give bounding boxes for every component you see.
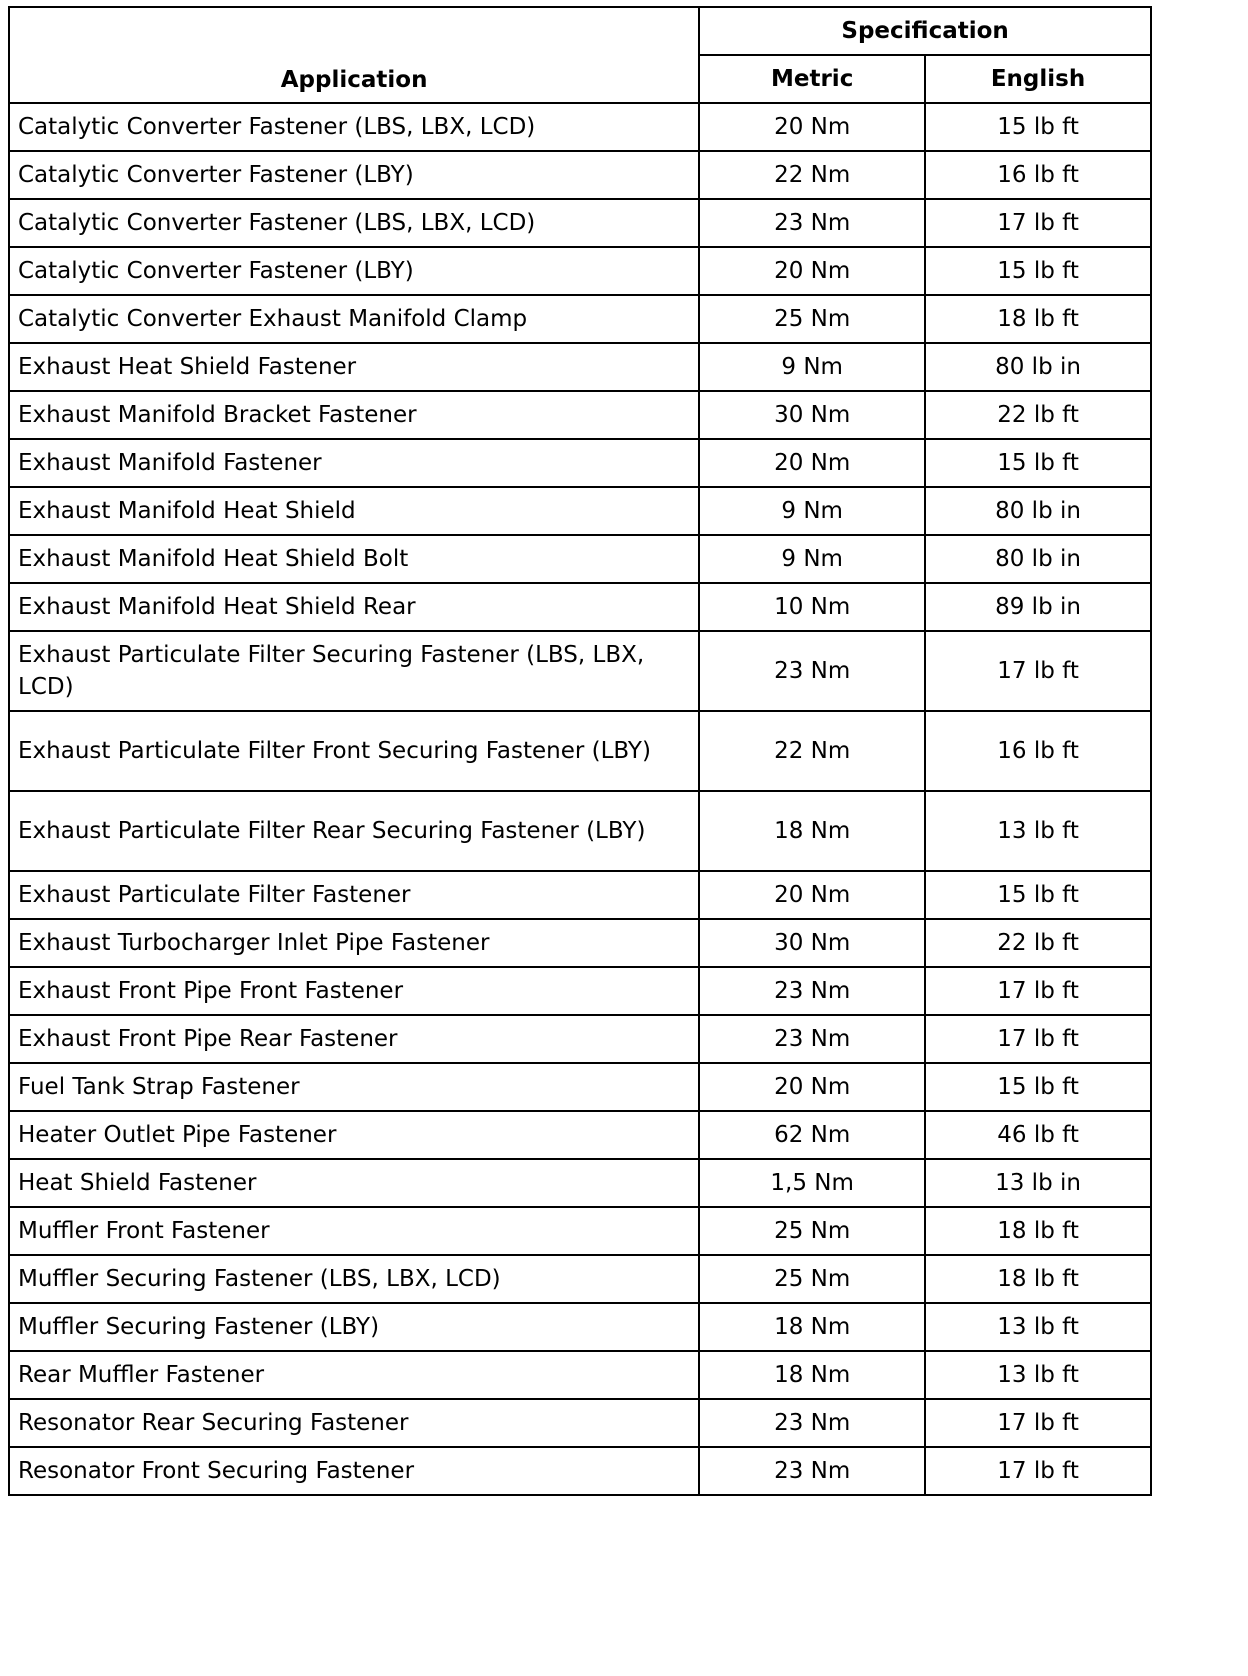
metric-cell: 23 Nm bbox=[699, 967, 925, 1015]
application-cell: Catalytic Converter Fastener (LBS, LBX, LCD) bbox=[9, 103, 699, 151]
english-cell: 89 lb in bbox=[925, 583, 1151, 631]
table-row bbox=[9, 631, 1151, 711]
metric-cell: 20 Nm bbox=[699, 871, 925, 919]
application-cell: Rear Muffler Fastener bbox=[9, 1351, 699, 1399]
english-cell: 15 lb ft bbox=[925, 439, 1151, 487]
table-row bbox=[9, 1015, 1151, 1063]
application-cell: Catalytic Converter Exhaust Manifold Clamp bbox=[9, 295, 699, 343]
english-cell: 13 lb ft bbox=[925, 1303, 1151, 1351]
application-cell: Resonator Front Securing Fastener bbox=[9, 1447, 699, 1495]
header-metric: Metric bbox=[699, 55, 925, 103]
application-cell: Muffler Securing Fastener (LBY) bbox=[9, 1303, 699, 1351]
application-cell: Exhaust Front Pipe Front Fastener bbox=[9, 967, 699, 1015]
table-row bbox=[9, 1207, 1151, 1255]
application-cell: Catalytic Converter Fastener (LBY) bbox=[9, 151, 699, 199]
english-cell: 17 lb ft bbox=[925, 1015, 1151, 1063]
table-row bbox=[9, 535, 1151, 583]
english-cell: 17 lb ft bbox=[925, 967, 1151, 1015]
table-row bbox=[9, 295, 1151, 343]
english-cell: 22 lb ft bbox=[925, 391, 1151, 439]
table-row bbox=[9, 1063, 1151, 1111]
application-cell: Exhaust Particulate Filter Rear Securing Fastener (LBY) bbox=[9, 791, 699, 871]
application-cell: Exhaust Particulate Filter Fastener bbox=[9, 871, 699, 919]
metric-cell: 25 Nm bbox=[699, 295, 925, 343]
metric-cell: 23 Nm bbox=[699, 1399, 925, 1447]
table-body bbox=[9, 103, 1151, 1495]
table-row bbox=[9, 871, 1151, 919]
english-cell: 18 lb ft bbox=[925, 1207, 1151, 1255]
metric-cell: 25 Nm bbox=[699, 1207, 925, 1255]
application-cell: Exhaust Particulate Filter Front Securing Fastener (LBY) bbox=[9, 711, 699, 791]
english-cell: 22 lb ft bbox=[925, 919, 1151, 967]
metric-cell: 18 Nm bbox=[699, 1303, 925, 1351]
table-row bbox=[9, 919, 1151, 967]
table-row bbox=[9, 1399, 1151, 1447]
metric-cell: 9 Nm bbox=[699, 535, 925, 583]
english-cell: 17 lb ft bbox=[925, 631, 1151, 711]
metric-cell: 23 Nm bbox=[699, 1015, 925, 1063]
application-cell: Exhaust Manifold Heat Shield bbox=[9, 487, 699, 535]
metric-cell: 18 Nm bbox=[699, 791, 925, 871]
application-cell: Heat Shield Fastener bbox=[9, 1159, 699, 1207]
application-cell: Exhaust Manifold Bracket Fastener bbox=[9, 391, 699, 439]
english-cell: 13 lb in bbox=[925, 1159, 1151, 1207]
metric-cell: 23 Nm bbox=[699, 1447, 925, 1495]
table-row bbox=[9, 151, 1151, 199]
table-row bbox=[9, 199, 1151, 247]
application-cell: Catalytic Converter Fastener (LBY) bbox=[9, 247, 699, 295]
table-row bbox=[9, 1351, 1151, 1399]
application-cell: Heater Outlet Pipe Fastener bbox=[9, 1111, 699, 1159]
metric-cell: 30 Nm bbox=[699, 391, 925, 439]
table-row bbox=[9, 967, 1151, 1015]
english-cell: 80 lb in bbox=[925, 535, 1151, 583]
english-cell: 15 lb ft bbox=[925, 247, 1151, 295]
english-cell: 16 lb ft bbox=[925, 151, 1151, 199]
application-cell: Muffler Securing Fastener (LBS, LBX, LCD) bbox=[9, 1255, 699, 1303]
table-row bbox=[9, 1447, 1151, 1495]
metric-cell: 20 Nm bbox=[699, 439, 925, 487]
metric-cell: 9 Nm bbox=[699, 343, 925, 391]
metric-cell: 10 Nm bbox=[699, 583, 925, 631]
english-cell: 17 lb ft bbox=[925, 199, 1151, 247]
english-cell: 13 lb ft bbox=[925, 791, 1151, 871]
english-cell: 15 lb ft bbox=[925, 103, 1151, 151]
table-row bbox=[9, 391, 1151, 439]
english-cell: 80 lb in bbox=[925, 343, 1151, 391]
metric-cell: 20 Nm bbox=[699, 247, 925, 295]
metric-cell: 20 Nm bbox=[699, 103, 925, 151]
metric-cell: 9 Nm bbox=[699, 487, 925, 535]
table-row bbox=[9, 711, 1151, 791]
english-cell: 16 lb ft bbox=[925, 711, 1151, 791]
english-cell: 15 lb ft bbox=[925, 871, 1151, 919]
application-cell: Exhaust Turbocharger Inlet Pipe Fastener bbox=[9, 919, 699, 967]
english-cell: 46 lb ft bbox=[925, 1111, 1151, 1159]
table-row bbox=[9, 343, 1151, 391]
table-row bbox=[9, 1303, 1151, 1351]
table-row bbox=[9, 103, 1151, 151]
application-cell: Catalytic Converter Fastener (LBS, LBX, LCD) bbox=[9, 199, 699, 247]
english-cell: 15 lb ft bbox=[925, 1063, 1151, 1111]
header-specification: Specification bbox=[699, 7, 1151, 55]
english-cell: 80 lb in bbox=[925, 487, 1151, 535]
application-cell: Fuel Tank Strap Fastener bbox=[9, 1063, 699, 1111]
metric-cell: 1,5 Nm bbox=[699, 1159, 925, 1207]
metric-cell: 30 Nm bbox=[699, 919, 925, 967]
application-cell: Exhaust Manifold Heat Shield Bolt bbox=[9, 535, 699, 583]
table-row bbox=[9, 1111, 1151, 1159]
application-cell: Muffler Front Fastener bbox=[9, 1207, 699, 1255]
metric-cell: 25 Nm bbox=[699, 1255, 925, 1303]
english-cell: 17 lb ft bbox=[925, 1447, 1151, 1495]
metric-cell: 62 Nm bbox=[699, 1111, 925, 1159]
metric-cell: 22 Nm bbox=[699, 151, 925, 199]
metric-cell: 23 Nm bbox=[699, 631, 925, 711]
metric-cell: 20 Nm bbox=[699, 1063, 925, 1111]
table-row bbox=[9, 791, 1151, 871]
application-cell: Exhaust Front Pipe Rear Fastener bbox=[9, 1015, 699, 1063]
english-cell: 18 lb ft bbox=[925, 1255, 1151, 1303]
application-cell: Exhaust Particulate Filter Securing Fastener (LBS, LBX, LCD) bbox=[9, 631, 699, 711]
english-cell: 13 lb ft bbox=[925, 1351, 1151, 1399]
header-english: English bbox=[925, 55, 1151, 103]
table-row bbox=[9, 583, 1151, 631]
table-row bbox=[9, 1159, 1151, 1207]
application-cell: Exhaust Manifold Heat Shield Rear bbox=[9, 583, 699, 631]
torque-spec-table bbox=[8, 6, 1152, 1496]
header-application: Application bbox=[9, 7, 699, 103]
application-cell: Exhaust Heat Shield Fastener bbox=[9, 343, 699, 391]
english-cell: 18 lb ft bbox=[925, 295, 1151, 343]
application-cell: Exhaust Manifold Fastener bbox=[9, 439, 699, 487]
metric-cell: 23 Nm bbox=[699, 199, 925, 247]
table-row bbox=[9, 487, 1151, 535]
metric-cell: 18 Nm bbox=[699, 1351, 925, 1399]
table-row bbox=[9, 439, 1151, 487]
metric-cell: 22 Nm bbox=[699, 711, 925, 791]
table-row bbox=[9, 1255, 1151, 1303]
english-cell: 17 lb ft bbox=[925, 1399, 1151, 1447]
table-row bbox=[9, 247, 1151, 295]
application-cell: Resonator Rear Securing Fastener bbox=[9, 1399, 699, 1447]
